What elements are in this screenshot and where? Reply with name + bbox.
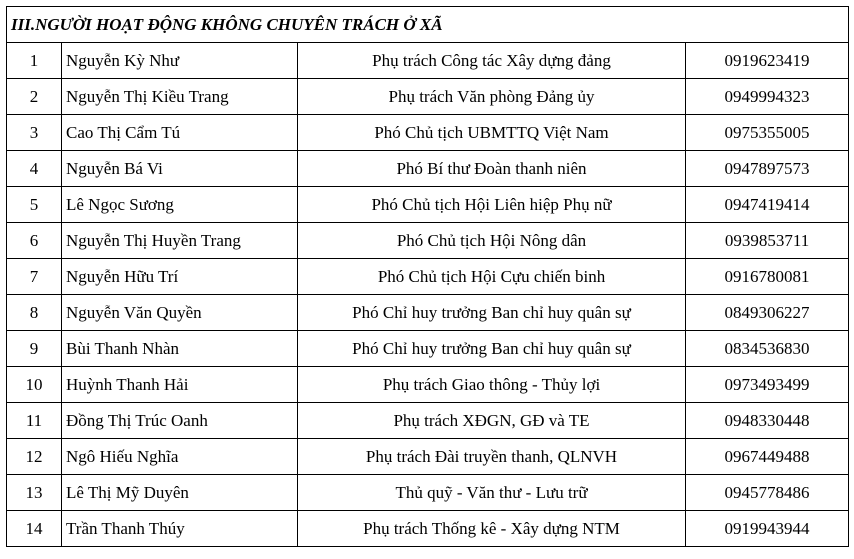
row-number: 6 <box>7 223 62 259</box>
table-row <box>7 259 849 295</box>
table-row <box>7 151 849 187</box>
section-header-row <box>7 7 849 43</box>
table-row <box>7 403 849 439</box>
person-role: Phó Chủ tịch Hội Liên hiệp Phụ nữ <box>298 187 686 223</box>
phone-number: 0973493499 <box>686 367 849 403</box>
person-name: Nguyễn Thị Kiều Trang <box>62 79 298 115</box>
person-role: Thủ quỹ - Văn thư - Lưu trữ <box>298 475 686 511</box>
table-row <box>7 331 849 367</box>
table-row <box>7 79 849 115</box>
row-number: 2 <box>7 79 62 115</box>
row-number: 5 <box>7 187 62 223</box>
person-role: Phó Chỉ huy trưởng Ban chỉ huy quân sự <box>298 331 686 367</box>
person-name: Huỳnh Thanh Hải <box>62 367 298 403</box>
row-number: 11 <box>7 403 62 439</box>
row-number: 14 <box>7 511 62 547</box>
person-role: Phụ trách Đài truyền thanh, QLNVH <box>298 439 686 475</box>
row-number: 4 <box>7 151 62 187</box>
table-row <box>7 43 849 79</box>
staff-table <box>6 6 849 547</box>
table-row <box>7 367 849 403</box>
phone-number: 0834536830 <box>686 331 849 367</box>
person-role: Phó Bí thư Đoàn thanh niên <box>298 151 686 187</box>
phone-number: 0919943944 <box>686 511 849 547</box>
person-name: Đồng Thị Trúc Oanh <box>62 403 298 439</box>
phone-number: 0948330448 <box>686 403 849 439</box>
person-name: Nguyễn Bá Vi <box>62 151 298 187</box>
person-name: Trần Thanh Thúy <box>62 511 298 547</box>
person-name: Nguyễn Kỳ Như <box>62 43 298 79</box>
row-number: 10 <box>7 367 62 403</box>
phone-number: 0975355005 <box>686 115 849 151</box>
person-name: Nguyễn Hữu Trí <box>62 259 298 295</box>
table-row <box>7 295 849 331</box>
phone-number: 0947419414 <box>686 187 849 223</box>
person-role: Phụ trách Thống kê - Xây dựng NTM <box>298 511 686 547</box>
person-role: Phó Chỉ huy trưởng Ban chỉ huy quân sự <box>298 295 686 331</box>
person-role: Phụ trách XĐGN, GĐ và TE <box>298 403 686 439</box>
person-role: Phó Chủ tịch UBMTTQ Việt Nam <box>298 115 686 151</box>
phone-number: 0916780081 <box>686 259 849 295</box>
person-name: Cao Thị Cẩm Tú <box>62 115 298 151</box>
row-number: 7 <box>7 259 62 295</box>
row-number: 3 <box>7 115 62 151</box>
phone-number: 0849306227 <box>686 295 849 331</box>
person-role: Phụ trách Văn phòng Đảng ủy <box>298 79 686 115</box>
person-role: Phụ trách Giao thông - Thủy lợi <box>298 367 686 403</box>
row-number: 13 <box>7 475 62 511</box>
phone-number: 0945778486 <box>686 475 849 511</box>
phone-number: 0967449488 <box>686 439 849 475</box>
table-row <box>7 187 849 223</box>
person-name: Nguyễn Văn Quyền <box>62 295 298 331</box>
table-row <box>7 115 849 151</box>
person-role: Phó Chủ tịch Hội Nông dân <box>298 223 686 259</box>
person-role: Phụ trách Công tác Xây dựng đảng <box>298 43 686 79</box>
person-name: Lê Thị Mỹ Duyên <box>62 475 298 511</box>
phone-number: 0919623419 <box>686 43 849 79</box>
person-name: Bùi Thanh Nhàn <box>62 331 298 367</box>
row-number: 1 <box>7 43 62 79</box>
table-row <box>7 439 849 475</box>
phone-number: 0947897573 <box>686 151 849 187</box>
row-number: 9 <box>7 331 62 367</box>
person-name: Nguyễn Thị Huyền Trang <box>62 223 298 259</box>
table-row <box>7 511 849 547</box>
row-number: 12 <box>7 439 62 475</box>
person-name: Ngô Hiếu Nghĩa <box>62 439 298 475</box>
table-row <box>7 475 849 511</box>
person-role: Phó Chủ tịch Hội Cựu chiến binh <box>298 259 686 295</box>
row-number: 8 <box>7 295 62 331</box>
section-title: III.NGƯỜI HOẠT ĐỘNG KHÔNG CHUYÊN TRÁCH Ở XÃ <box>7 7 849 43</box>
person-name: Lê Ngọc Sương <box>62 187 298 223</box>
table-row <box>7 223 849 259</box>
phone-number: 0949994323 <box>686 79 849 115</box>
phone-number: 0939853711 <box>686 223 849 259</box>
